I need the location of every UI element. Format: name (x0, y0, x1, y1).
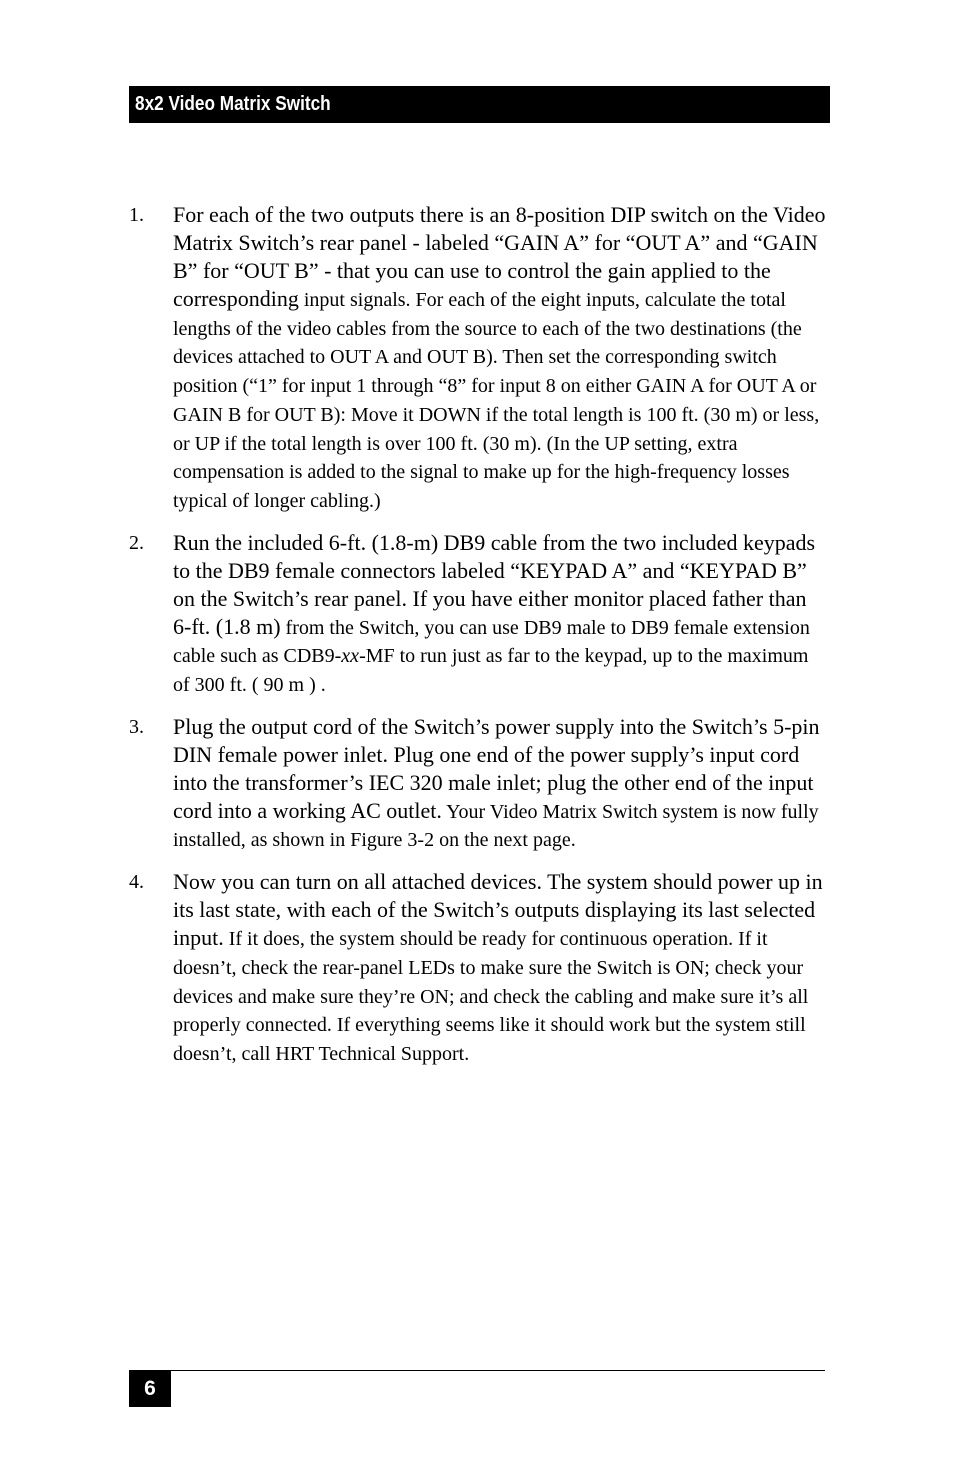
step-text-detail: If it does, the system should be ready for continuous operation. If it doesn’t, check the rear-panel LEDs to make sure the Switch is ON; check your devices and make sure they’re ON; and check the cabling and make sure it’s all properly connected. If everything seems like it should work but the system still doesn’t, call HRT Technical Support. (173, 928, 809, 1065)
footer-rule (129, 1370, 825, 1371)
step-text-main: Now you can turn on all attached devices. The system should power up in its last state, with each of the Switch’s outputs displaying its last selected input. (173, 869, 823, 951)
running-header-title: 8x2 Video Matrix Switch (135, 93, 331, 115)
step-text (173, 201, 829, 515)
step-2 (129, 529, 829, 699)
step-text-detail: Your Video Matrix Switch system is now fully installed, as shown in Figure 3-2 on the next page. (173, 800, 819, 852)
step-number: 1. (129, 204, 144, 226)
page-number: 6 (129, 1370, 171, 1407)
step-text (173, 868, 829, 1068)
step-text-detail: input signals. For each of the eight inputs, calculate the total lengths of the video cables from the source to each of the two destinations (the devices attached to OUT A and OUT B). Then set the corresponding switch position (“1” for input 1 through “8” for input 8 on either GAIN A for OUT A or GAIN B for OUT B): Move it DOWN if the total length is 100 ft. (30 m) or less, or UP if the total length is over 100 ft. (30 m). (In the UP setting, extra compensation is added to the signal to make up for the high-frequency losses typical of longer cabling.) (173, 289, 820, 512)
step-4 (129, 868, 829, 1068)
step-1 (129, 201, 829, 515)
step-number: 3. (129, 715, 144, 738)
step-number: 2. (129, 531, 144, 554)
step-text-main: For each of the two outputs there is an 8-position DIP switch on the Video Matrix Switch’s rear panel - labeled “GAIN A” for “OUT A” and “GAIN B” for “OUT B” - that you can use to control the gain applied to the corresponding (173, 202, 826, 311)
step-text-detail-end: -MF to run just as far to the keypad, up to the maximum of 300 ft. ( 90 m ) . (173, 645, 809, 697)
step-number: 4. (129, 871, 144, 894)
step-text-detail: from the Switch, you can use DB9 male to DB9 female extension cable such as CDB9- (173, 616, 810, 668)
step-text-main: Run the included 6-ft. (1.8-m) DB9 cable from the two included keypads to the DB9 female connectors labeled “KEYPAD A” and “KEYPAD B” on the Switch’s rear panel. If you have either monitor placed father than 6-ft. (1.8 m) (173, 529, 816, 639)
step-text (173, 713, 829, 854)
step-text (173, 529, 829, 699)
installation-steps-list (129, 201, 829, 1082)
running-header-bar (129, 86, 830, 123)
step-text-italic: xx (341, 645, 360, 668)
step-text-main: Plug the output cord of the Switch’s power supply into the Switch’s 5-pin DIN female power inlet. Plug one end of the power supply’s input cord into the transformer’s IEC 320 male inlet; plug the other end of the input cord into a working AC outlet. (173, 713, 820, 823)
step-3 (129, 713, 829, 854)
